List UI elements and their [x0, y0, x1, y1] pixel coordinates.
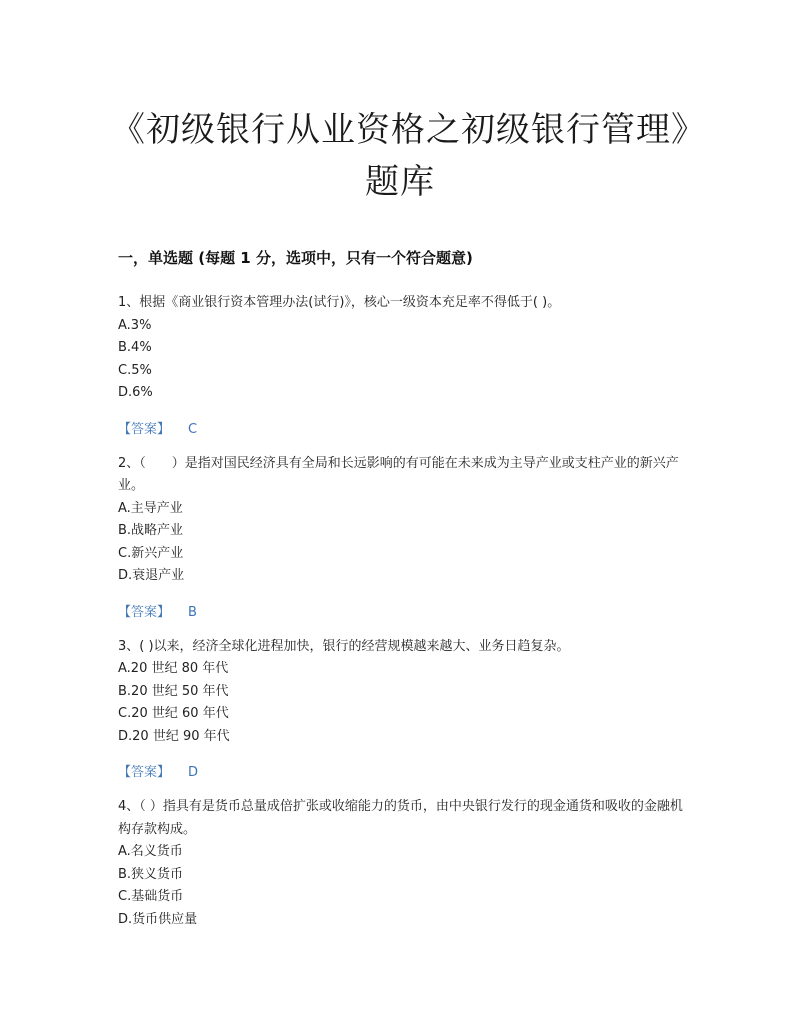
answer-value: B	[188, 604, 197, 620]
question-4	[118, 796, 684, 931]
question-text: 4、（ ）指具有是货币总量成倍扩张或收缩能力的货币，由中央银行发行的现金通货和吸收的金融机构存款构成。	[118, 799, 683, 837]
option-d: D.货币供应量	[118, 911, 198, 927]
option-b: B.20 世纪 50 年代	[118, 683, 229, 699]
question-1	[118, 292, 684, 441]
option-a: A.名义货币	[118, 844, 183, 859]
option-a: A.3%	[118, 317, 152, 333]
question-text: 3、( )以来，经济全球化进程加快，银行的经营规模越来越大、业务日趋复杂。	[118, 638, 570, 654]
question-list	[118, 292, 684, 931]
question-2	[118, 453, 684, 624]
option-c: C.20 世纪 60 年代	[118, 706, 229, 721]
option-c: C.5%	[118, 362, 152, 378]
answer-line	[118, 419, 684, 441]
option-c: C.基础货币	[118, 889, 184, 904]
option-b: B.4%	[118, 340, 152, 355]
answer-label: 【答案】	[118, 421, 171, 437]
question-text: 1、根据《商业银行资本管理办法(试行)》，核心一级资本充足率不得低于( )。	[118, 295, 561, 310]
answer-value: C	[188, 421, 198, 437]
option-d: D.6%	[118, 385, 153, 400]
section-heading: 一，单选题 (每题 1 分，选项中，只有一个符合题意)	[118, 249, 473, 267]
question-3	[118, 636, 684, 785]
question-text: 2、（ ）是指对国民经济具有全局和长远影响的有可能在未来成为主导产业或支柱产业的新兴产业。	[118, 455, 679, 493]
answer-value: D	[188, 765, 199, 780]
option-a: A.20 世纪 80 年代	[118, 661, 229, 676]
answer-line	[118, 602, 684, 624]
option-b: B.战略产业	[118, 523, 184, 538]
option-b: B.狭义货币	[118, 866, 184, 882]
option-a: A.主导产业	[118, 500, 183, 516]
answer-label: 【答案】	[118, 765, 171, 780]
option-c: C.新兴产业	[118, 545, 184, 561]
answer-line	[118, 762, 684, 784]
answer-label: 【答案】	[118, 604, 171, 620]
option-d: D.衰退产业	[118, 568, 185, 583]
option-d: D.20 世纪 90 年代	[118, 728, 230, 744]
document-title: 《初级银行从业资格之初级银行管理》题库	[111, 110, 689, 202]
